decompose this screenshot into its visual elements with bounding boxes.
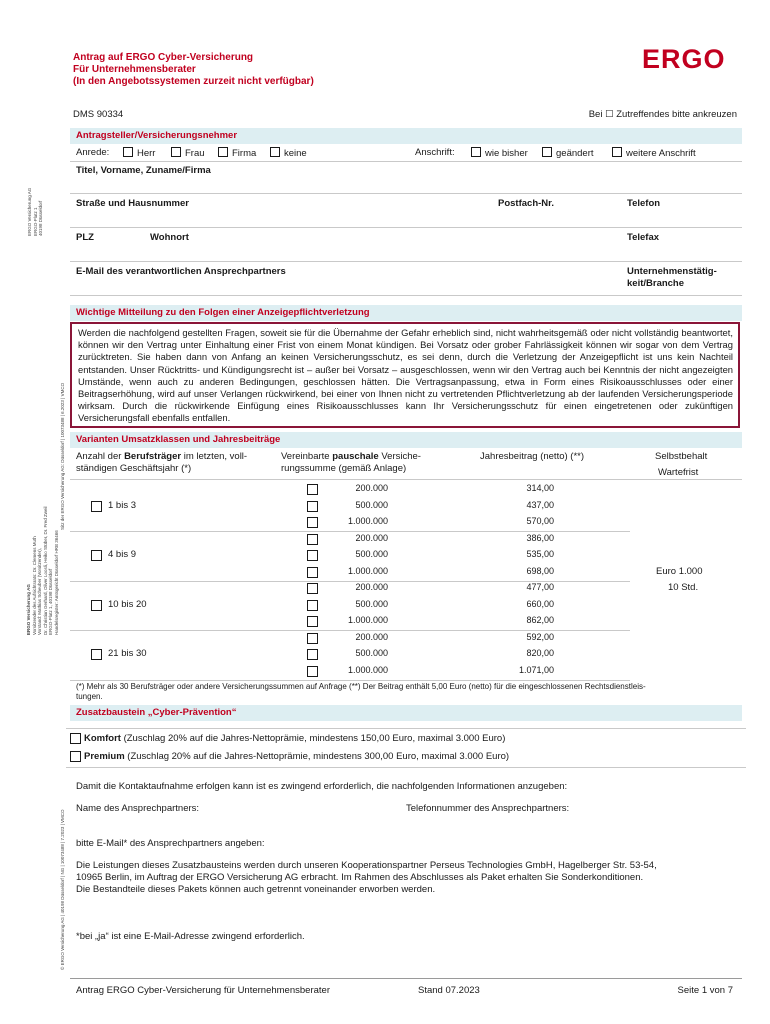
fax-field-label: Telefax bbox=[627, 232, 660, 243]
insured-sum: 500.000 bbox=[355, 648, 388, 658]
checkbox-frau[interactable] bbox=[171, 147, 181, 157]
checkbox-keine[interactable] bbox=[270, 147, 280, 157]
salutation-frau[interactable]: Frau bbox=[171, 147, 205, 160]
checkbox-sum-3-3[interactable] bbox=[307, 616, 318, 627]
side-registration: Sitz der ERGO Versicherung AG: Düsseldorf | 10073488 | 6.2023 | VMCO bbox=[60, 382, 65, 530]
salutation-label: Anrede: bbox=[76, 147, 110, 158]
notice-section-header: Wichtige Mitteilung zu den Folgen einer Anzeigepflichtverletzung bbox=[70, 305, 742, 321]
col-header-professionals: Anzahl der Berufsträger im letzten, voll- ständigen Geschäftsjahr (*) bbox=[76, 451, 248, 474]
insured-sum: 1.000.000 bbox=[347, 664, 388, 675]
phone-field-label: Telefon bbox=[627, 198, 661, 209]
title-line-2: Für Unternehmensberater bbox=[73, 64, 196, 75]
email-field[interactable] bbox=[70, 295, 742, 296]
contact-email-label: bitte E-Mail* des Ansprechpartners angeben: bbox=[76, 838, 265, 849]
annual-premium: 592,00 bbox=[526, 631, 554, 642]
insured-sum: 1.000.000 bbox=[347, 615, 388, 625]
checkbox-group-3[interactable] bbox=[91, 600, 102, 611]
variants-footnote: (*) Mehr als 30 Berufsträger oder andere Versicherungssummen auf Anfrage (**) Der Beitrag enthält 5,00 Euro (netto) für die eingeschlossenen Rechtsdienstleis- tungen. bbox=[76, 682, 646, 701]
checkbox-sum-1-3[interactable] bbox=[307, 517, 318, 528]
annual-premium: 477,00 bbox=[526, 582, 554, 592]
salutation-firma[interactable]: Firma bbox=[218, 147, 256, 160]
checkbox-sum-3-1[interactable] bbox=[307, 583, 318, 594]
contact-name-label: Name des Ansprechpartners: bbox=[76, 803, 200, 814]
email-field-label: E-Mail des verantwortlichen Ansprechpartners bbox=[76, 266, 286, 277]
deductible-value: Euro 1.000 bbox=[656, 566, 703, 577]
group-label: 4 bis 9 bbox=[108, 549, 136, 560]
group-label: 21 bis 30 bbox=[108, 648, 147, 659]
address-unchanged[interactable]: wie bisher bbox=[471, 147, 528, 160]
name-field-label: Titel, Vorname, Zuname/Firma bbox=[76, 165, 211, 176]
footer-doc-title: Antrag ERGO Cyber-Versicherung für Unternehmensberater bbox=[76, 985, 330, 996]
industry-field-label: Unternehmenstätig- keit/Branche bbox=[627, 266, 717, 289]
insured-sum: 500.000 bbox=[355, 598, 388, 609]
annual-premium: 1.071,00 bbox=[518, 664, 554, 675]
checkbox-premium[interactable] bbox=[70, 751, 81, 762]
insured-sum: 1.000.000 bbox=[347, 516, 388, 526]
insured-sum: 500.000 bbox=[355, 499, 388, 510]
col-header-waiting: Wartefrist bbox=[658, 467, 699, 478]
dms-number: DMS 90334 bbox=[73, 109, 124, 120]
annual-premium: 820,00 bbox=[526, 648, 554, 658]
checkbox-sum-4-3[interactable] bbox=[307, 666, 318, 677]
annual-premium: 314,00 bbox=[526, 483, 554, 493]
insured-sum: 200.000 bbox=[355, 582, 388, 592]
insured-sum: 200.000 bbox=[355, 631, 388, 642]
group-label: 10 bis 20 bbox=[108, 598, 147, 610]
checkbox-komfort[interactable] bbox=[70, 733, 81, 744]
annual-premium: 660,00 bbox=[526, 598, 554, 609]
side-company-info: ERGO Versicherung AG Vorsitzender des Aufsichtsrats: Dr. Clemens Muth Vorstand: Mathias Scheuber (Vorsitzender), Dr. Christian Gerhard, Oliver Loosli, Heiko Stüber, Dr. Fred Zweil ERGO-Platz 1, 40198 Düsseldorf Handelsregister: Amtsgericht Düsseldorf HRB 36466 bbox=[26, 506, 59, 635]
checkbox-group-2[interactable] bbox=[91, 550, 102, 561]
side-address: ERGO Versicherung AG ERGO-Platz 1 40198 Düsseldorf bbox=[27, 187, 43, 236]
checkbox-hint: Bei ☐ Zutreffendes bitte ankreuzen bbox=[588, 109, 737, 120]
checkbox-sum-4-2[interactable] bbox=[307, 649, 318, 660]
variants-section-header: Varianten Umsatzklassen und Jahresbeiträge bbox=[70, 432, 742, 448]
checkbox-geaendert[interactable] bbox=[542, 147, 552, 157]
address-additional[interactable]: weitere Anschrift bbox=[612, 147, 696, 160]
checkbox-herr[interactable] bbox=[123, 147, 133, 157]
footer-page-number: Seite 1 von 7 bbox=[677, 985, 733, 996]
checkbox-wie-bisher[interactable] bbox=[471, 147, 481, 157]
partner-text: Die Leistungen dieses Zusatzbausteins werden durch unseren Kooperationspartner Perseus Technologies GmbH, Hagelberger Str. 53-54, 10965 Berlin, im Auftrag der ERGO Versicherung AG erbracht. Im Rahmen des Abschlusses als Paket erhalten Sie Sonderkonditionen. Die Bestandteile dieses Pakets können auch getrennt voneinander erworben werden. bbox=[76, 860, 657, 895]
salutation-keine[interactable]: keine bbox=[270, 147, 307, 160]
annual-premium: 698,00 bbox=[526, 565, 554, 576]
insured-sum: 1.000.000 bbox=[347, 565, 388, 576]
insured-sum: 200.000 bbox=[355, 483, 388, 493]
city-field-label: Wohnort bbox=[150, 232, 189, 243]
waiting-value: 10 Std. bbox=[668, 582, 699, 593]
applicant-section-header: Antragsteller/Versicherungsnehmer bbox=[70, 128, 742, 144]
insured-sum: 500.000 bbox=[355, 549, 388, 559]
pobox-field-label: Postfach-Nr. bbox=[498, 198, 554, 209]
name-field[interactable] bbox=[70, 193, 742, 194]
notice-box bbox=[70, 322, 740, 428]
group-label: 1 bis 3 bbox=[108, 499, 136, 511]
col-header-sum: Vereinbarte pauschale Versiche- rungssumme (gemäß Anlage) bbox=[281, 451, 421, 474]
insured-sum: 200.000 bbox=[355, 532, 388, 543]
group-separator bbox=[70, 680, 630, 681]
ergo-logo: ERGO bbox=[642, 44, 726, 74]
email-required-note: *bei „ja“ ist eine E-Mail-Adresse zwingend erforderlich. bbox=[76, 931, 305, 942]
title-line-3: (In den Angebotssystemen zurzeit nicht verfügbar) bbox=[73, 76, 314, 87]
addon-section-header: Zusatzbaustein „Cyber-Prävention“ bbox=[70, 705, 742, 721]
checkbox-weitere-anschrift[interactable] bbox=[612, 147, 622, 157]
annual-premium: 535,00 bbox=[526, 549, 554, 559]
option-premium[interactable]: Premium (Zuschlag 20% auf die Jahres-Nettoprämie, mindestens 300,00 Euro, maximal 3.000 Euro) bbox=[84, 751, 510, 762]
checkbox-group-4[interactable] bbox=[91, 649, 102, 660]
checkbox-sum-2-1[interactable] bbox=[307, 534, 318, 545]
checkbox-sum-1-2[interactable] bbox=[307, 501, 318, 512]
checkbox-firma[interactable] bbox=[218, 147, 228, 157]
street-field[interactable] bbox=[70, 227, 742, 228]
zip-city-field[interactable] bbox=[70, 261, 742, 262]
checkbox-sum-1-1[interactable] bbox=[307, 484, 318, 495]
annual-premium: 570,00 bbox=[526, 516, 554, 526]
zip-field-label: PLZ bbox=[76, 232, 94, 243]
checkbox-sum-3-2[interactable] bbox=[307, 600, 318, 611]
col-header-deductible: Selbstbehalt bbox=[655, 451, 708, 462]
annual-premium: 386,00 bbox=[526, 532, 554, 543]
annual-premium: 437,00 bbox=[526, 499, 554, 510]
checkbox-sum-2-2[interactable] bbox=[307, 550, 318, 561]
contact-info-text: Damit die Kontaktaufnahme erfolgen kann ist es zwingend erforderlich, die nachfolgenden Informationen anzugeben: bbox=[76, 781, 568, 792]
salutation-herr[interactable]: Herr bbox=[123, 147, 155, 160]
footer-version: Stand 07.2023 bbox=[418, 985, 480, 996]
title-line-1: Antrag auf ERGO Cyber-Versicherung bbox=[73, 52, 254, 63]
contact-phone-label: Telefonnummer des Ansprechpartners: bbox=[406, 803, 570, 814]
checkbox-sum-4-1[interactable] bbox=[307, 633, 318, 644]
address-changed[interactable]: geändert bbox=[542, 147, 594, 160]
checkbox-group-1[interactable] bbox=[91, 501, 102, 512]
document-title bbox=[73, 52, 314, 88]
address-label: Anschrift: bbox=[415, 147, 455, 158]
option-komfort[interactable]: Komfort (Zuschlag 20% auf die Jahres-Nettoprämie, mindestens 150,00 Euro, maximal 3.000 Euro) bbox=[84, 733, 506, 744]
col-header-premium: Jahresbeitrag (netto) (**) bbox=[480, 451, 585, 462]
checkbox-sum-2-3[interactable] bbox=[307, 567, 318, 578]
notice-text: Werden die nachfolgend gestellten Fragen, soweit sie für die Übernahme der Gefahr erheblich sind, nicht wahrheitsgemäß oder nicht vollständig beantwortet, können wir den Vertrag unter Einhaltung einer Frist von einem Monat kündigen. Bei Vorsatz oder grober Fahrlässigkeit können wir sogar von dem Vertrag zurücktreten. Sie haben dann von Anfang an keinen Versicherungsschutz, es sei denn, durch die Verletzung der Anzeigepflicht ist uns kein Nachteil entstanden. Unser Rücktritts- und Kündigungsrecht ist – außer bei Vorsatz – ausgeschlossen, wenn wir den Vertrag auch bei Kenntnis der nicht angezeigten Umstände, wenn auch zu anderen Bedingungen, geschlossen hätten. Die Vertragsanpassung, etwa in Form eines Risikoausschlusses oder einer Beitragserhöhung, wird auf unser Verlangen rückwirkend, bei einer von Ihnen nicht zu vertretenden Pflichtverletzung ab der laufenden Versicherungsperiode wirksam. Durch die rückwirkende Einfügung eines Risikoausschlusses kann Ihr Versicherungsschutz für einen eingetretenen oder zukünftigen Versicherungsfall ebenfalls entfallen. bbox=[78, 327, 733, 424]
annual-premium: 862,00 bbox=[526, 615, 554, 625]
street-field-label: Straße und Hausnummer bbox=[76, 198, 189, 209]
side-copyright: © ERGO Versicherung AG | 40198 Düsseldorf | NG | 10073488 | 7.2023 | VMCO bbox=[60, 809, 65, 970]
